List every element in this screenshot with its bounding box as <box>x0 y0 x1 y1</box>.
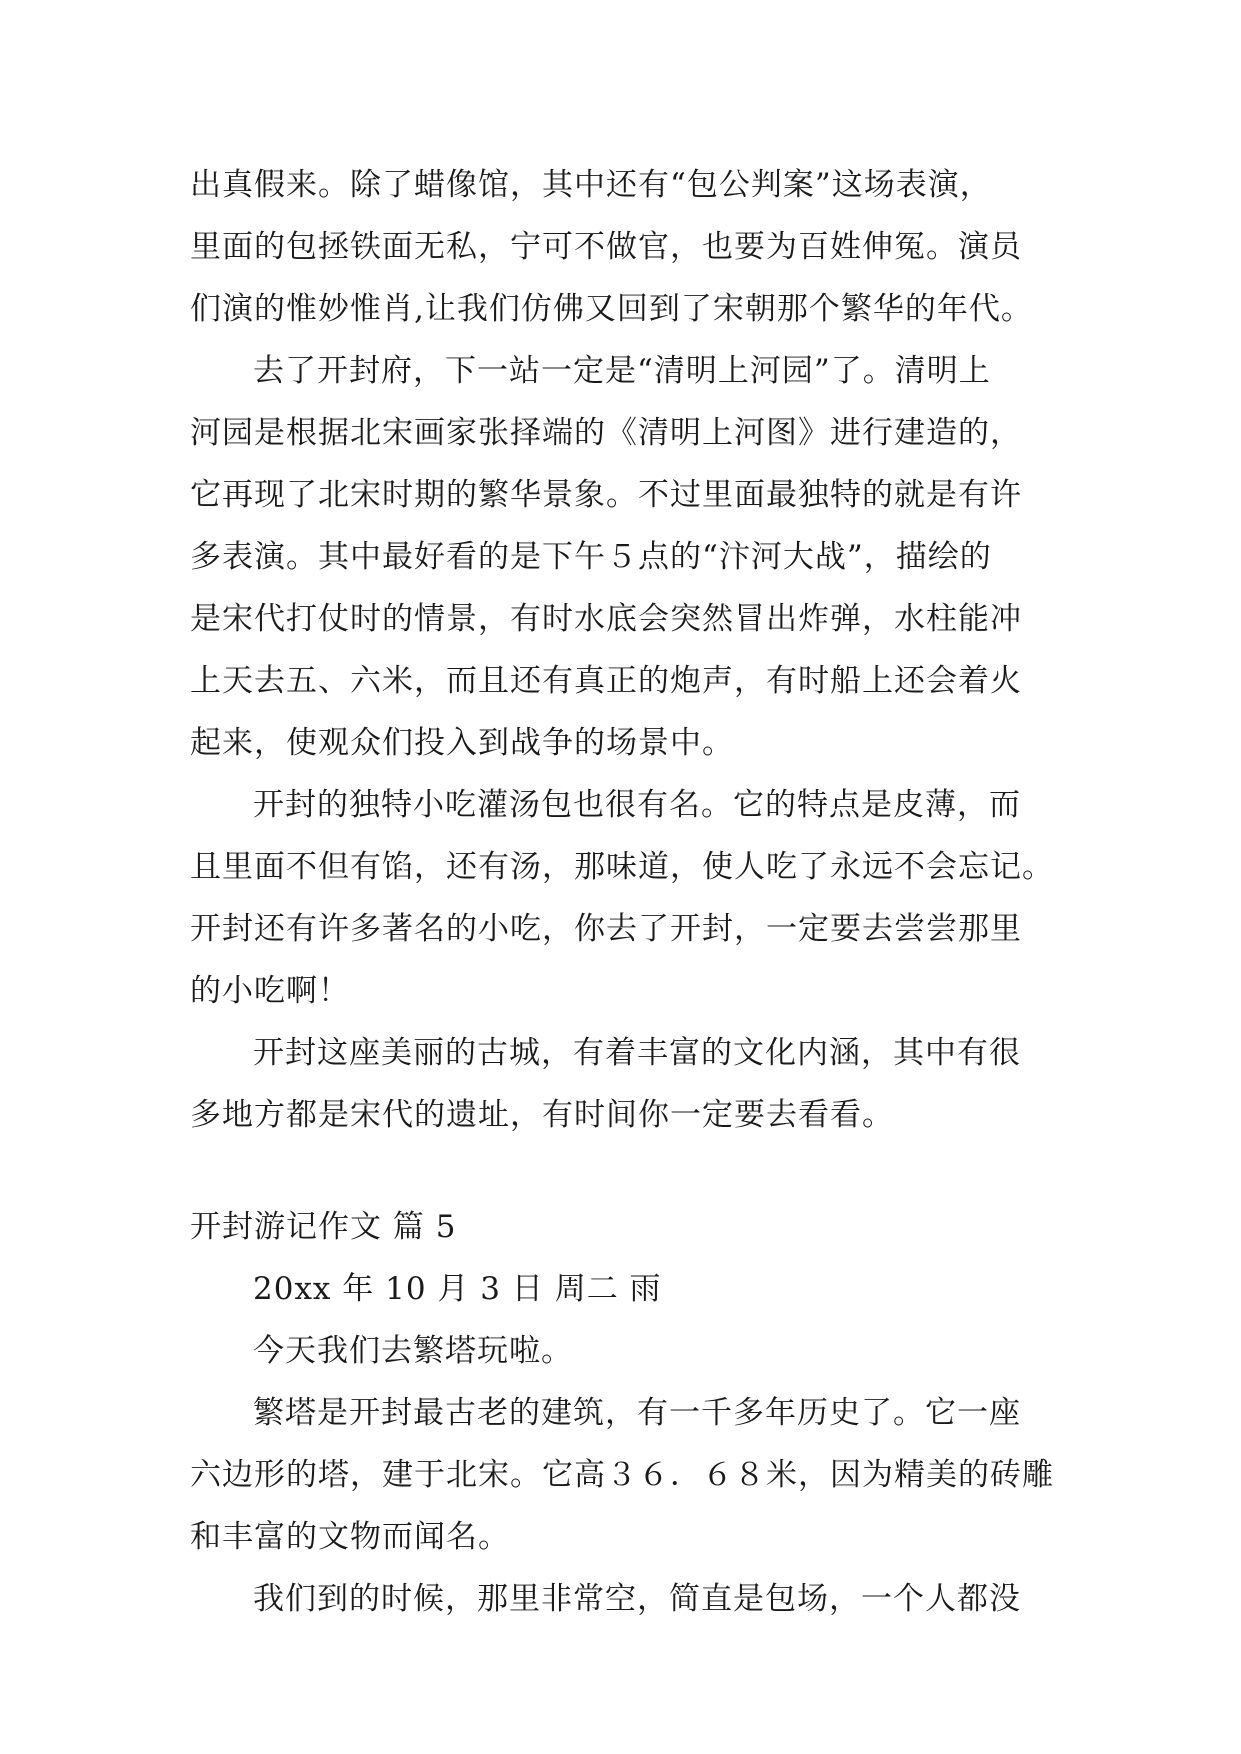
text-line: 六边形的塔，建于北宋。它高３６．６８米，因为精美的砖雕 <box>190 1457 1054 1493</box>
paragraph-first-line: 开封这座美丽的古城，有着丰富的文化内涵，其中有很 <box>253 1035 1021 1071</box>
text-line: 的小吃啊！ <box>190 973 350 1009</box>
text-line: 起来，使观众们投入到战争的场景中。 <box>190 725 734 761</box>
paragraph-first-line: 今天我们去繁塔玩啦。 <box>253 1333 573 1369</box>
text-line: 上天去五、六米，而且还有真正的炮声，有时船上还会着火 <box>190 663 1022 699</box>
date-line: 20xx 年 10 月 3 日 周二 雨 <box>253 1271 662 1307</box>
text-line: 开封还有许多著名的小吃，你去了开封，一定要去尝尝那里 <box>190 911 1022 947</box>
text-line: 和丰富的文物而闻名。 <box>190 1519 510 1555</box>
paragraph-first-line: 繁塔是开封最古老的建筑，有一千多年历史了。它一座 <box>253 1395 1021 1431</box>
section-heading: 开封游记作文 篇 5 <box>190 1209 457 1245</box>
text-line: 是宋代打仗时的情景，有时水底会突然冒出炸弹，水柱能冲 <box>190 601 1022 637</box>
text-line: 们演的惟妙惟肖,让我们仿佛又回到了宋朝那个繁华的年代。 <box>190 291 1033 327</box>
text-line: 里面的包拯铁面无私，宁可不做官，也要为百姓伸冤。演员 <box>190 229 1022 265</box>
text-line: 多地方都是宋代的遗址，有时间你一定要去看看。 <box>190 1097 894 1133</box>
text-line: 多表演。其中最好看的是下午５点的“汴河大战”，描绘的 <box>190 539 992 575</box>
paragraph-first-line: 我们到的时候，那里非常空，简直是包场，一个人都没 <box>253 1581 1021 1617</box>
text-line: 且里面不但有馅，还有汤，那味道，使人吃了永远不会忘记。 <box>190 849 1054 885</box>
paragraph-first-line: 开封的独特小吃灌汤包也很有名。它的特点是皮薄，而 <box>253 787 1021 823</box>
paragraph-first-line: 去了开封府，下一站一定是“清明上河园”了。清明上 <box>253 353 991 389</box>
text-line: 出真假来。除了蜡像馆，其中还有“包公判案”这场表演， <box>190 167 992 203</box>
text-line: 河园是根据北宋画家张择端的《清明上河图》进行建造的， <box>190 415 1022 451</box>
text-line: 它再现了北宋时期的繁华景象。不过里面最独特的就是有许 <box>190 477 1022 513</box>
